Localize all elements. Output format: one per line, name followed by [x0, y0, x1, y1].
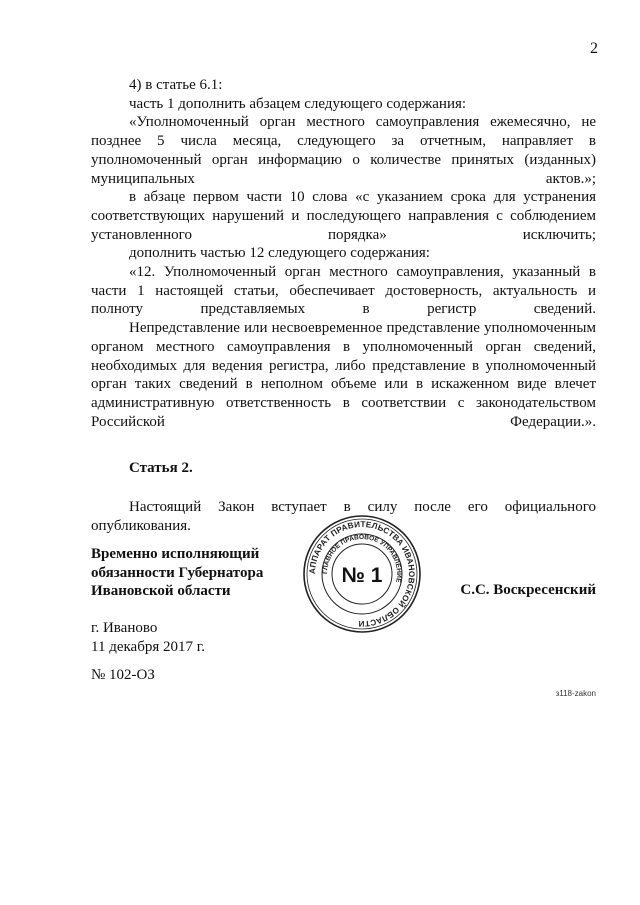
stamp-number: № 1	[341, 564, 383, 587]
signatory-title-line-3: Ивановской области	[91, 583, 231, 599]
part-12-intro: дополнить частью 12 следующего содержания:	[129, 245, 430, 262]
signatory-title	[91, 545, 263, 601]
file-code: з118-zakon	[555, 689, 596, 698]
document-body	[91, 76, 596, 535]
page-number: 2	[590, 40, 598, 57]
article-2-text: Настоящий Закон вступает в силу после его официального опубликования.	[91, 499, 596, 534]
stamp-inner-text: ГЛАВНОЕ ПРАВОВОЕ УПРАВЛЕНИЕ	[321, 533, 403, 584]
item-4-heading: 4) в статье 6.1:	[129, 77, 223, 93]
part-10-paragraph: в абзаце первом части 10 слова «с указанием срока для устранения соответствующих нарушений и последующего направления с соблюдением установленного порядка» исключить;	[91, 189, 596, 243]
part-1-paragraph: часть 1 дополнить абзацем следующего содержания:	[129, 95, 467, 112]
part-12-paragraph-a: «12. Уполномоченный орган местного самоуправления, указанный в части 1 настоящей статьи, обеспечивает достоверность, актуальность и полноту представляемых в регистр сведений.	[91, 264, 596, 318]
stamp-outer-text: АППАРАТ ПРАВИТЕЛЬСТВА ИВАНОВСКОЙ ОБЛАСТИ	[307, 519, 417, 629]
signatory-title-line-1: Временно исполняющий	[91, 546, 260, 562]
signatory-title-line-2: обязанности Губернатора	[91, 564, 264, 581]
article-2-heading: Статья 2.	[129, 460, 193, 477]
place-and-date	[91, 619, 205, 656]
quote-1-paragraph: «Уполномоченный орган местного самоуправления ежемесячно, не позднее 5 числа месяца, следующего за отчетным, направляет в уполномоченный орган информацию о количестве принятых (изданных) муниципальных актов.»;	[91, 114, 596, 187]
law-number: № 102-ОЗ	[91, 667, 155, 683]
signing-date: 11 декабря 2017 г.	[91, 638, 205, 655]
signer-name: С.С. Воскресенский	[460, 582, 596, 598]
part-12-paragraph-b: Непредставление или несвоевременное представление уполномоченным органом местного самоуправления в уполномоченный орган сведений, необходимых для ведения регистра, либо представление в уполномоченный орган таких сведений в неполном объеме или в искаженном виде влечет административную ответственность в соответствии с законодательством Российской Федерации.».	[91, 320, 596, 430]
place: г. Иваново	[91, 620, 158, 636]
official-seal-stamp	[302, 514, 422, 634]
